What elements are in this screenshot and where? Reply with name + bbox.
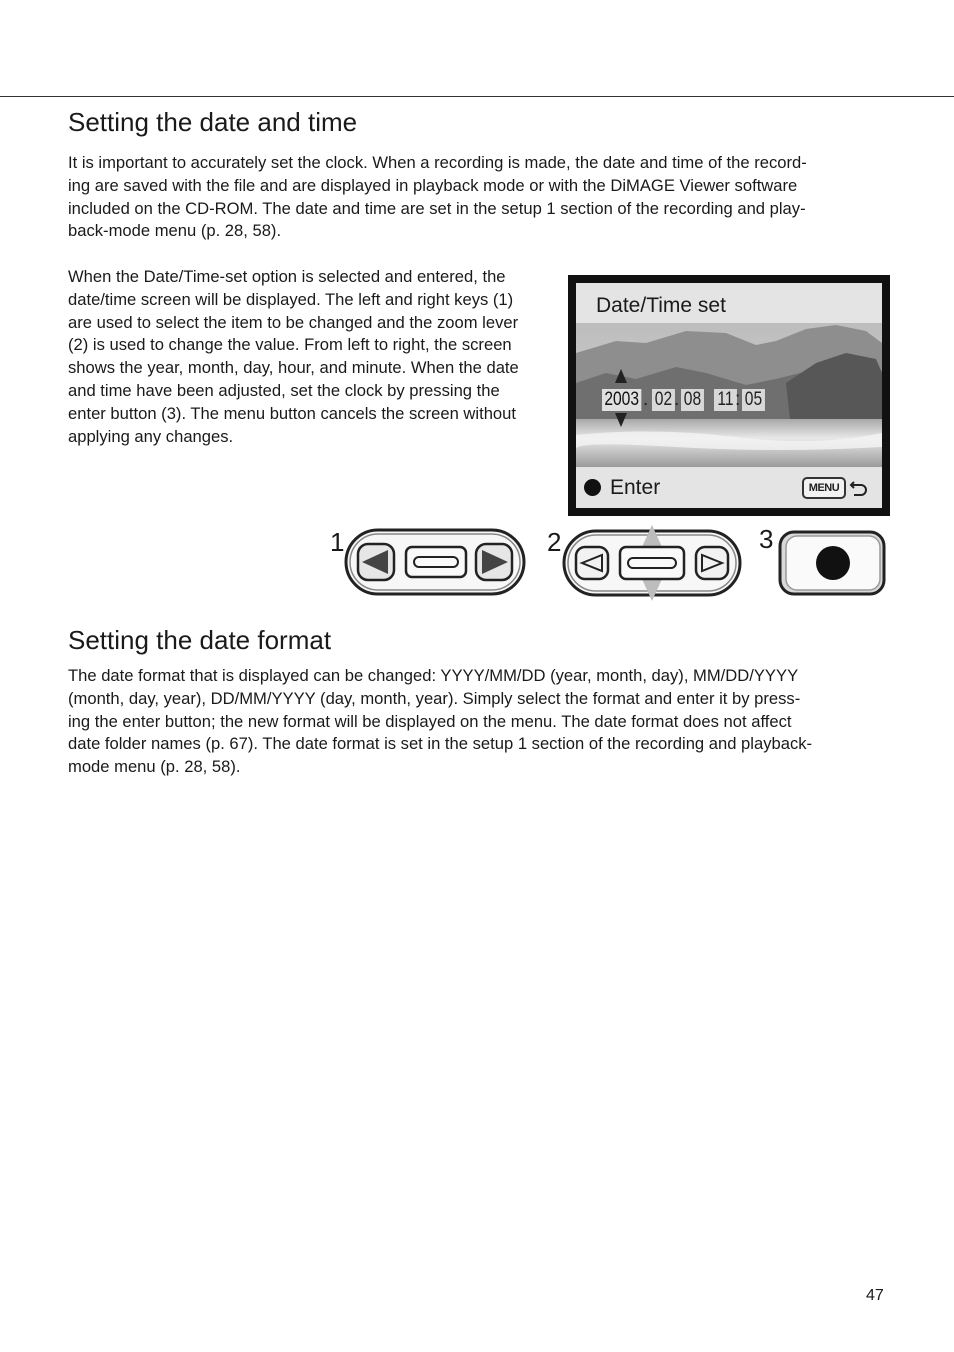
left-right-keys-illustration [344,526,528,598]
datetime-instructions-paragraph [68,266,519,448]
text-line: shows the year, month, day, hour, and minute. When the date [68,358,519,378]
text-line: enter button (3). The menu button cancels the screen without [68,403,516,423]
text-line: date/time screen will be displayed. The left and right keys (1) [68,289,514,309]
text-line: back-mode menu (p. 28, 58). [68,221,282,241]
enter-dot-icon [584,479,601,496]
text-line: (2) is used to change the value. From left to right, the screen [68,335,512,355]
enter-button-illustration [776,528,888,598]
minute-field[interactable]: 05 [742,389,765,411]
menu-button-icon: MENU [802,477,846,499]
return-arrow-icon [848,477,870,499]
lcd-bottom-bar [576,467,882,508]
page-number: 47 [866,1287,884,1304]
date-separator: . [674,389,680,410]
enter-label: Enter [610,476,661,499]
lcd-screen-illustration [568,275,890,516]
section-title-date-time: Setting the date and time [68,107,358,137]
callout-number-2: 2 [547,527,562,557]
header-rule [0,96,954,97]
date-format-paragraph [68,665,812,779]
text-line: The date format that is displayed can be changed: YYYY/MM/DD (year, month, day), MM/DD/YYYY [68,666,799,685]
section-title-date-format: Setting the date format [68,625,332,655]
text-line: It is important to accurately set the clock. When a recording is made, the date and time of the record- [68,153,807,172]
intro-paragraph [68,152,807,243]
text-line: applying any changes. [68,426,234,446]
text-line: ing are saved with the file and are displayed in playback mode or with the DiMAGE Viewer software [68,175,798,195]
down-arrow-icon [615,413,627,427]
year-field[interactable]: 2003 [602,389,641,411]
time-separator: : [735,389,741,410]
text-line: When the Date/Time-set option is selected and entered, the [68,267,506,286]
lcd-display [576,283,882,508]
text-line: included on the CD-ROM. The date and time are set in the setup 1 section of the recording and play- [68,198,806,218]
date-separator: . [643,389,649,410]
zoom-lever-illustration [562,523,742,603]
lcd-title-bar [576,283,882,323]
text-line: (month, day, year), DD/MM/YYYY (day, month, year). Simply select the format and enter it by press- [68,688,801,708]
lcd-title: Date/Time set [596,294,726,317]
text-line: are used to select the item to be changed and the zoom lever [68,312,519,332]
callout-number-1: 1 [330,527,345,557]
day-field[interactable]: 08 [681,389,704,411]
text-line: and time have been adjusted, set the clock by pressing the [68,380,500,400]
text-line: mode menu (p. 28, 58). [68,757,241,777]
hour-field[interactable]: 11 [714,389,737,411]
callout-number-3: 3 [759,524,774,554]
up-arrow-icon [615,369,627,383]
month-field[interactable]: 02 [652,389,675,411]
text-line: ing the enter button; the new format will be displayed on the menu. The date format does not affect [68,711,792,731]
text-line: date folder names (p. 67). The date format is set in the setup 1 section of the recording and playback- [68,734,813,754]
